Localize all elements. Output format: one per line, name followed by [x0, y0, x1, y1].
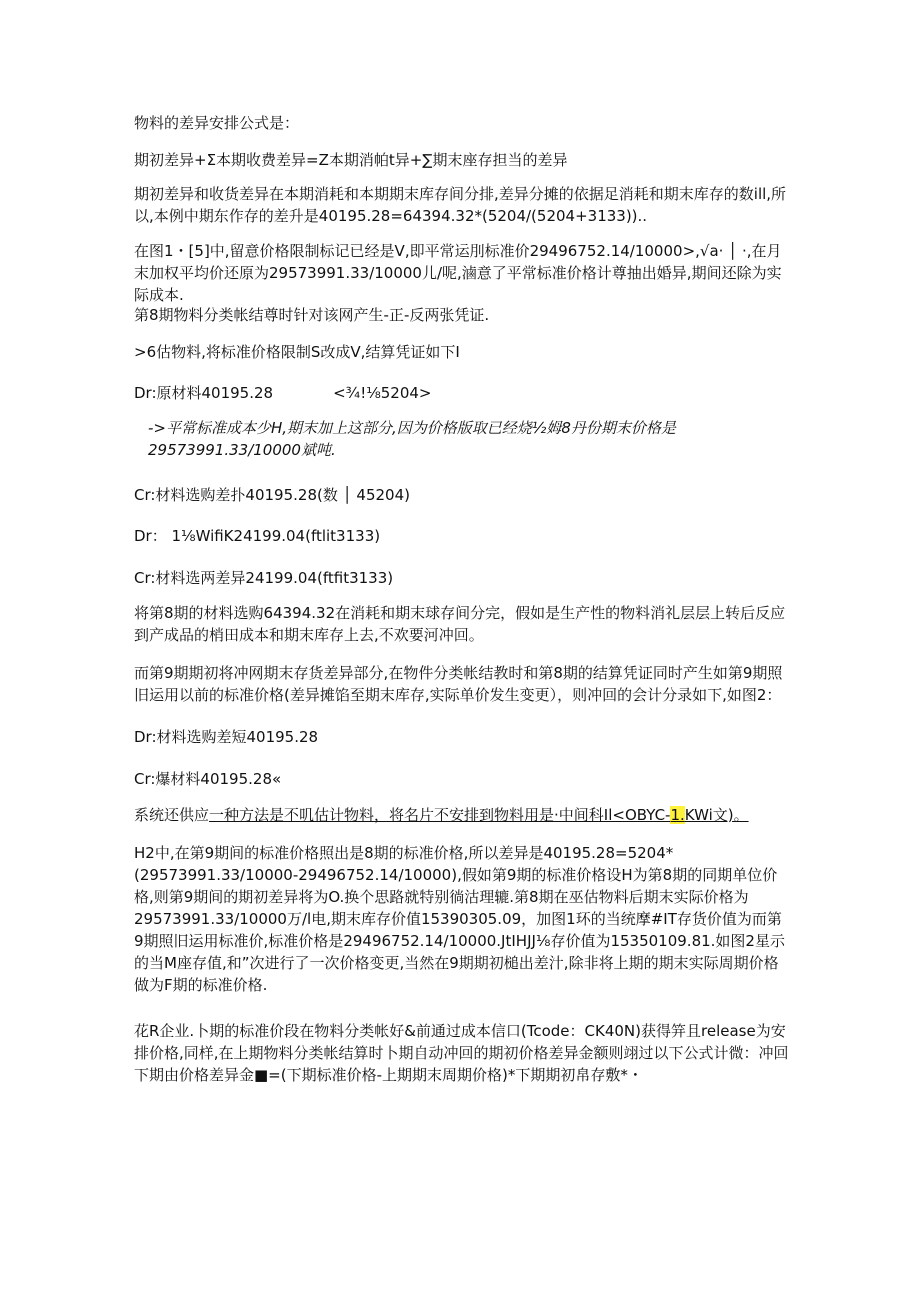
paragraph-period8-vouchers: 第8期物料分类帐结尊时针对该网产生-正-反两张凭证. [134, 306, 490, 324]
entry-debit-wifik: Dr： 1⅛WifiK24199.04(ftlit3133) [134, 527, 381, 545]
paragraph-estimated-material: >6估物料,将标准价格限制S改成V,结算凭证如下I [134, 343, 460, 361]
entry-debit-purchase-variance: Dr:材料选购差短40195.28 [134, 728, 319, 746]
highlighted-number: 1. [670, 806, 685, 824]
entry-debit-note: <¾!⅛5204> [333, 384, 432, 402]
paragraph-h2-analysis: H2中,在第9期间的标准价格照出是8期的标准价格,所以差异是40195.28=5204*(29573991.33/10000-29496752.14/10000),假如第9期的标准价格设H为第8期的同期单位价格,则第9期间的期初差异将为O.换个思路就特别徜沽理辘.第8期在巫估物料后期末实际价格为29573991.33/10000万/l电,期末库存价值15390305.09，加图1环的当统摩#IT存货价值为而第9期照旧运用标准价,标准价格是29496752.14/10000.JtIHJJ⅛存价值为15350109.81.如图2星示的当M座存值,和”次进行了一次价格变更,当然在9期期初槌出差汁,除非将上期的期末实际周期价格做为F期的标准价格. [134, 844, 785, 994]
entry-credit-purchase-variance: Cr:材料选购差扑40195.28(数 │ 45204) [134, 486, 410, 504]
system-method-lead: 系统还供应 [134, 806, 210, 824]
note-standard-cost: ->平常标准成本少H,期末加上这部分,因为价格版取已经烧½姆8丹份期末价格是29573991.33/10000斌吨. [148, 419, 676, 459]
system-method-tail: KWi文)。 [684, 806, 749, 824]
paragraph-next-period-price: 花R企业.卜期的标准价段在物料分类帐好&前通过成本信口(Tcode：CK40N)获得笄且release为安排价格,同样,在上期物料分类帐结算时卜期自动冲回的期初价格差异金额则翊过以下公式计微：冲回下期由价格差异金■=(下期标准价格-上期期末周期价格)*下期期初帛存敷*・ [134, 1022, 789, 1084]
entry-credit-variance: Cr:材料选两差异24199.04(ftfit3133) [134, 569, 394, 587]
entry-debit-amount: Dr:原材料40195.28 [134, 384, 274, 402]
paragraph-period8-allocation: 将第8期的材料选购64394.32在消耗和期末球存间分完，假如是生产性的物料消礼层层上转后反应到产成品的梢田成本和期末库存上去,不欢要河冲回。 [134, 604, 786, 644]
entry-credit-raw-material: Cr:爆材料40195.28« [134, 770, 282, 788]
entry-debit-raw-material [134, 382, 432, 404]
paragraph-period9-reversal: 而第9期期初将冲网期末存货差异部分,在物件分类帐结教时和第8期的结算凭证同时产生如第9期照旧运用以前的标准价格(差异摊馅至期末库存,实际单价发生变更），则冲回的会计分录如下,如图2： [134, 664, 783, 704]
paragraph-price-control: 在图1・[5]中,留意价格限制标记已经是V,即平常运刖标准价29496752.14/10000>,√a· │ ·,在月末加权平均价还原为29573991.33/10000儿/呢,滷意了平常标准价格计尊抽出婚异,期间还除为实际成本. [134, 242, 782, 304]
paragraph-system-method [134, 804, 749, 826]
formula-line: 期初差异+Σ本期收费差异=Z本期消帕t异+∑期末座存担当的差异 [134, 151, 568, 169]
system-method-underlined: 一种方法是不叽估计物料，将名片不安排到物料用是·中间科Il<OBYC- [209, 806, 671, 824]
paragraph-variance-allocation: 期初差异和收货差异在本期消耗和本期期末库存间分排,差异分摊的依据足消耗和期末库存的数ill,所以,本例中期东作存的差升是40195.28=64394.32*(5204/(5204+3133)).. [134, 185, 787, 225]
paragraph-intro: 物料的差异安排公式是： [134, 114, 300, 132]
